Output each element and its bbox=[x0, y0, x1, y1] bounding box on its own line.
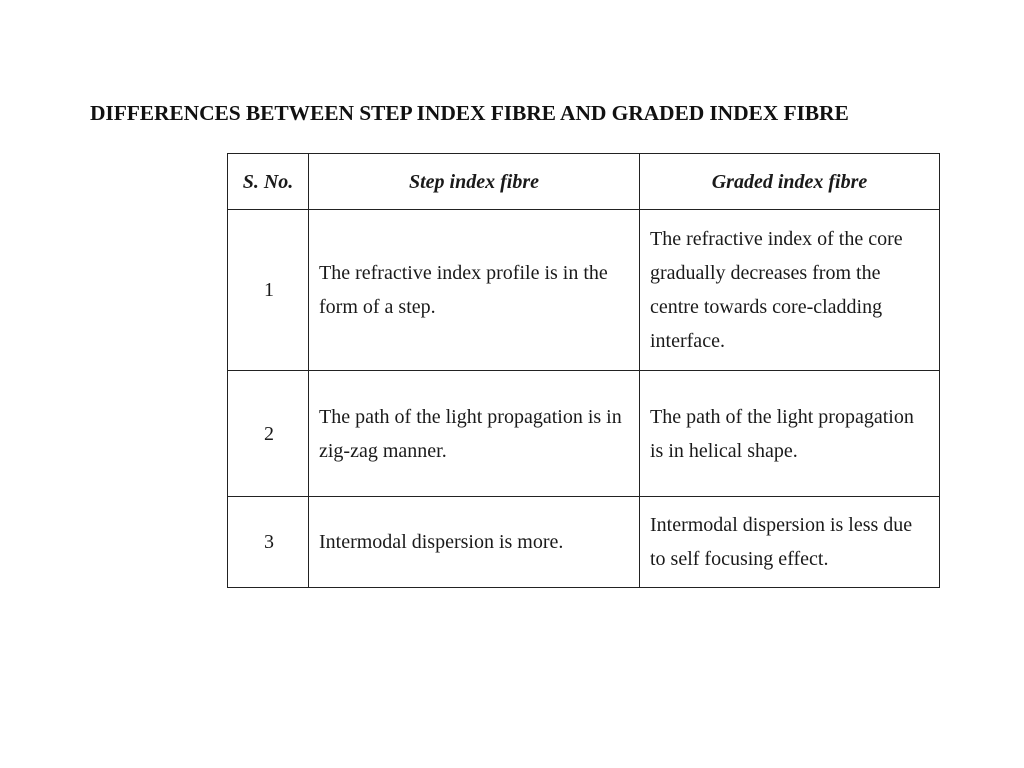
cell-graded-index: Intermodal dispersion is less due to self focusing effect. bbox=[640, 497, 940, 588]
cell-graded-index: The path of the light propagation is in helical shape. bbox=[640, 371, 940, 497]
table-row bbox=[228, 210, 940, 371]
header-serial-number: S. No. bbox=[228, 154, 309, 210]
table-header-row bbox=[228, 154, 940, 210]
cell-step-index: Intermodal dispersion is more. bbox=[309, 497, 640, 588]
header-step-index-fibre: Step index fibre bbox=[309, 154, 640, 210]
header-graded-index-fibre: Graded index fibre bbox=[640, 154, 940, 210]
table-row bbox=[228, 497, 940, 588]
cell-graded-index: The refractive index of the core gradually decreases from the centre towards core-cladding interface. bbox=[640, 210, 940, 371]
cell-serial-number: 3 bbox=[228, 497, 309, 588]
cell-serial-number: 1 bbox=[228, 210, 309, 371]
comparison-table bbox=[227, 153, 940, 588]
table-row bbox=[228, 371, 940, 497]
cell-step-index: The refractive index profile is in the form of a step. bbox=[309, 210, 640, 371]
cell-step-index: The path of the light propagation is in zig-zag manner. bbox=[309, 371, 640, 497]
page-title: DIFFERENCES BETWEEN STEP INDEX FIBRE AND GRADED INDEX FIBRE bbox=[90, 101, 849, 125]
cell-serial-number: 2 bbox=[228, 371, 309, 497]
